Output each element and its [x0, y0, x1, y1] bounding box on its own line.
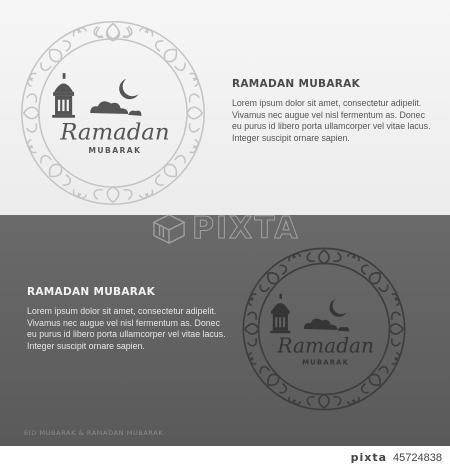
top-text-block [232, 78, 450, 144]
pixta-logo-icon [150, 211, 188, 245]
stock-id: 45724838 [393, 451, 442, 464]
top-heading: RAMADAN MUBARAK [232, 78, 361, 90]
crescent-moon-icon [119, 79, 138, 99]
floral-ornament-icon [187, 78, 202, 147]
floral-ornament-icon [349, 354, 402, 407]
floral-ornament-icon [25, 141, 85, 201]
top-body [232, 98, 450, 144]
top-badge [18, 18, 208, 208]
badge-subtitle: MUBARAK [302, 358, 350, 367]
bottom-body-line: Lorem ipsum dolor sit amet, consectetur adipelit. [27, 306, 217, 316]
floral-ornament-icon [141, 141, 201, 201]
footer-label: EID MUBARAK & RAMADAN MUBARAK [24, 429, 164, 437]
floral-ornament-icon [78, 24, 147, 39]
watermark-text: PIXTA [192, 210, 300, 246]
mosque-icon [52, 73, 75, 118]
stock-brand: pixta [350, 451, 388, 464]
top-body-line: Integer suscipit ornare sapien. [232, 132, 350, 143]
floral-ornament-icon [247, 354, 300, 407]
badge-title: Ramadan [60, 119, 170, 146]
top-body-line: Lorem ipsum dolor sit amet, consectetur adipelit. [232, 98, 422, 108]
bottom-badge [240, 245, 408, 413]
bottom-body-line: eu purus id libero porta ullamcorper vel vitae lacus. [27, 329, 226, 340]
badge-subtitle: MUBARAK [88, 145, 142, 155]
bottom-heading: RAMADAN MUBARAK [27, 286, 156, 298]
crescent-moon-icon [329, 299, 346, 317]
floral-ornament-icon [78, 187, 147, 202]
bottom-body-line: Vivamus nec augue vel nisl fermentum as. Donec [27, 317, 220, 328]
stock-bar [0, 446, 450, 469]
top-body-line: Vivamus nec augue vel nisl fermentum as. Donec [232, 109, 425, 120]
floral-ornament-icon [25, 25, 85, 85]
floral-ornament-icon [247, 252, 300, 305]
floral-ornament-icon [141, 25, 201, 85]
bottom-body-line: Integer suscipit ornare sapien. [27, 340, 145, 351]
mosque-icon [270, 294, 290, 333]
floral-ornament-icon [349, 252, 402, 305]
cloud-icon [90, 101, 141, 116]
badge-title: Ramadan [277, 333, 375, 358]
watermark [150, 208, 330, 248]
bottom-text-block [27, 286, 247, 352]
top-body-line: eu purus id libero porta ullamcorper vel vitae lacus. [232, 121, 431, 132]
cloud-icon [304, 319, 349, 332]
floral-ornament-icon [24, 78, 39, 147]
bottom-body [27, 306, 247, 352]
